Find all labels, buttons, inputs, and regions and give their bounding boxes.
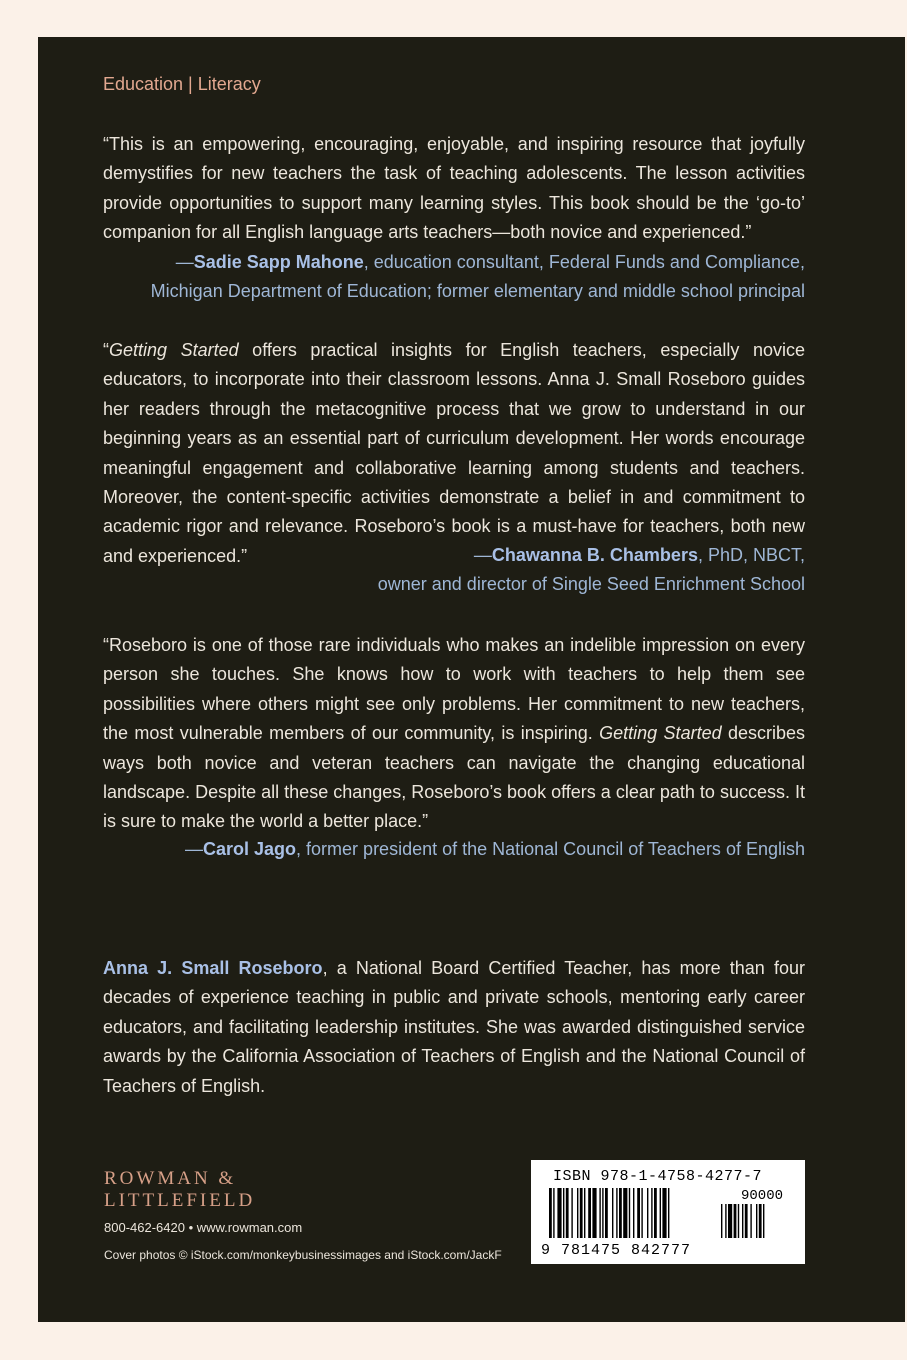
quote-1-author: Sadie Sapp Mahone	[193, 252, 364, 272]
barcode-bar	[738, 1204, 739, 1238]
barcode-bar	[734, 1204, 737, 1238]
quote-2-affiliation-2: owner and director of Single Seed Enrichment School	[377, 574, 805, 595]
barcode	[531, 1160, 805, 1264]
author-bio-text: , a National Board Certified Teacher, has more than four decades of experience teaching in public and private schools, mentoring early career educators, and facilitating leadership institutes. She was awarded distinguished service awards by the California Association of Teachers of English and the National Council of Teachers of English.	[103, 958, 806, 1096]
barcode-bar	[633, 1188, 634, 1238]
barcode-bar	[654, 1188, 657, 1238]
barcode-bar	[662, 1188, 666, 1238]
barcode-bar	[566, 1188, 569, 1238]
barcode-bar	[571, 1188, 572, 1238]
quote-3-attribution	[185, 835, 805, 864]
barcode-bar	[725, 1204, 726, 1238]
publisher-line-1: ROWMAN &	[104, 1168, 237, 1189]
barcode-bar	[759, 1204, 762, 1238]
barcode-bar	[651, 1188, 652, 1238]
quote-2-attribution	[378, 541, 805, 600]
barcode-bar	[619, 1188, 622, 1238]
barcode-bar	[605, 1188, 608, 1238]
quote-2-affiliation: , PhD, NBCT,	[697, 545, 805, 565]
quote-3-text: “Roseboro is one of those rare individuals who makes an indelible impression on every person she touches. She knows how to work with teachers to help them see possibilities where others might see only problems. Her commitment to new teachers, the most vulnerable members of our community, is inspiring.	[103, 635, 805, 744]
barcode-bar	[742, 1204, 743, 1238]
quote-2: “Getting Started offers practical insights for English teachers, especially novice educators, to incorporate into their classroom lessons. Anna J. Small Roseboro guides her readers through the metacognitive process that we grow to understand in our beginning years as an essential part of curriculum development. Her words encourage meaningful engagement and collaborative learning among students and teachers. Moreover, the content-specific activities demonstrate a belief in and commitment to academic rigor and relevance. Roseboro’s book is a must-have for teachers, both new and experienced.”	[103, 340, 805, 566]
barcode-bars	[549, 1188, 789, 1244]
barcode-bar	[580, 1188, 583, 1238]
barcode-bar	[660, 1188, 661, 1238]
barcode-bar	[577, 1188, 578, 1238]
quote-3-author: Carol Jago	[203, 839, 297, 859]
book-title: Getting Started	[599, 723, 722, 744]
author-name: Anna J. Small Roseboro	[103, 958, 323, 978]
barcode-bar	[668, 1188, 669, 1238]
author-bio	[103, 954, 805, 1101]
barcode-bar	[629, 1188, 630, 1238]
quote-2-text: offers practical insights for English teachers, especially novice educators, to incorporate into their classroom lessons. Anna J. Small Roseboro guides her readers through the metacognitive process that we grow to understand in our beginning years as an essential part of curriculum development. Her words encourage meaningful engagement and collaborative learning among students and teachers. Moreover, the content-specific activities demonstrate a belief in and commitment to academic rigor and relevance. Roseboro’s book is a must-have for teachers, both new and experienced.”	[103, 340, 805, 566]
barcode-bar	[641, 1188, 642, 1238]
category-label: Education | Literacy	[103, 74, 261, 94]
quote-3-text-after: describes ways both novice and veteran teachers can navigate the changing educational landscape. Despite all these changes, Roseboro’s book offers a clear path to success. It is sure to make the world a better place.”	[103, 723, 805, 832]
ean-number: 9 781475 842777	[541, 1242, 692, 1259]
barcode-bar	[750, 1204, 751, 1238]
barcode-bar	[756, 1204, 757, 1238]
photo-credits: Cover photos © iStock.com/monkeybusinessimages and iStock.com/JackF	[104, 1248, 502, 1262]
quote-3-affiliation: , former president of the National Council of Teachers of English	[296, 839, 805, 859]
barcode-bar	[588, 1188, 591, 1238]
dash: —	[473, 545, 492, 565]
barcode-bar	[763, 1204, 764, 1238]
dash: —	[175, 252, 194, 272]
barcode-bar	[616, 1188, 617, 1238]
quote-3	[103, 631, 805, 837]
barcode-bar	[612, 1188, 613, 1238]
barcode-bar	[637, 1188, 640, 1238]
quote-1	[103, 130, 805, 248]
quote-1-affiliation: , education consultant, Federal Funds and Compliance,	[363, 252, 805, 272]
quote-2-author: Chawanna B. Chambers	[491, 545, 698, 565]
barcode-bar	[557, 1188, 561, 1238]
barcode-bar	[584, 1188, 585, 1238]
barcode-bar	[602, 1188, 603, 1238]
publisher-logo	[104, 1168, 255, 1212]
dash: —	[185, 839, 204, 859]
barcode-bar	[599, 1188, 600, 1238]
book-title: Getting Started	[109, 340, 239, 360]
quote-1-affiliation-2: Michigan Department of Education; former elementary and middle school principal	[150, 281, 805, 302]
barcode-bar	[745, 1204, 748, 1238]
barcode-bar	[563, 1188, 564, 1238]
quote-1-text: “This is an empowering, encouraging, enjoyable, and inspiring resource that joyfully demystifies for new teachers the task of teaching adolescents. The lesson activities provide opportunities to support many learning styles. This book should be the ‘go-to’ companion for all English language arts teachers—both novice and experienced.”	[103, 134, 805, 243]
barcode-bar	[728, 1204, 732, 1238]
publisher-contact: 800-462-6420 • www.rowman.com	[104, 1220, 303, 1235]
barcode-bar	[592, 1188, 596, 1238]
barcode-bar	[721, 1204, 722, 1238]
quote-1-attribution	[151, 248, 805, 307]
publisher-line-2: LITTLEFIELD	[104, 1190, 256, 1211]
barcode-bar	[647, 1188, 648, 1238]
barcode-bar	[553, 1188, 554, 1238]
isbn-label: ISBN 978-1-4758-4277-7	[553, 1168, 763, 1185]
barcode-bar	[623, 1188, 627, 1238]
barcode-bar	[549, 1188, 552, 1238]
price-code: 90000	[740, 1188, 783, 1204]
